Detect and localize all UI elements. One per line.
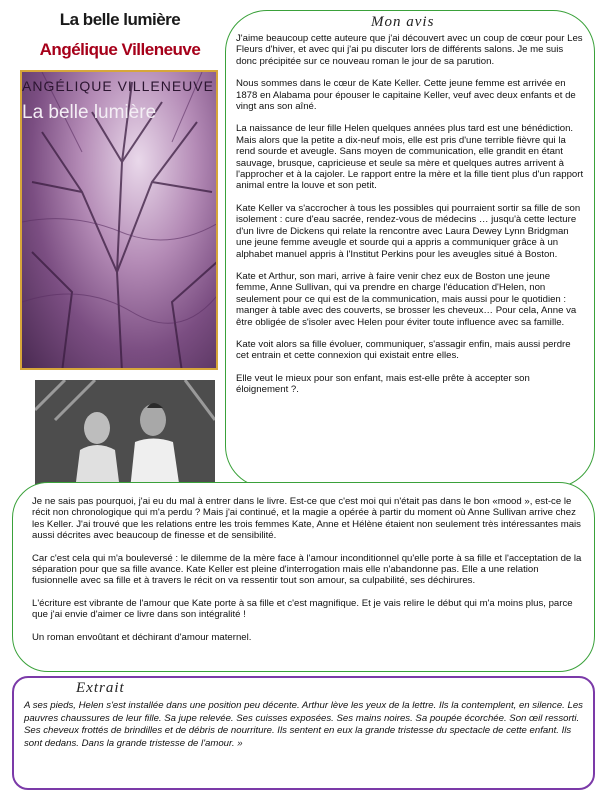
book-author: Angélique Villeneuve: [39, 40, 201, 59]
review-paragraph: Nous sommes dans le cœur de Kate Keller. Cette jeune femme est arrivée en 1878 en Alabama pour épouser le capitaine Keller, veuf avec deux enfants et de vingt ans son aîné.: [236, 78, 576, 113]
review-paragraph: Kate et Arthur, son mari, arrive à faire venir chez eux de Boston une jeune femme, Anne Sullivan, qui va prendre en charge l'éducation d'Helen, non seulement pour ce qui est de la communication, mais aussi pour le quotidien : manger à table avec des couverts, se brosser les cheveux… Pour cela, Anne va être obligée de s'isoler avec Helen pour éviter toute influence avec sa famille.: [236, 270, 577, 328]
review-text: [236, 33, 584, 407]
review-paragraph: La naissance de leur fille Helen quelques années plus tard est une bénédiction. Mais alors que la petite a dix-neuf mois, elle est pris d'une terrible fièvre qui la rend sourde et aveugle. Sans moyen de communication, elle grandit en étant sauvage, brusque, capricieuse et seule sa mère et quelques autres arrivent à l'approcher et à la cajoler. Le rapport entre la mère et la fille tient plus d'un rapport animal entre la louve et son petit.: [236, 123, 584, 192]
opinion-paragraph: L'écriture est vibrante de l'amour que Kate porte à sa fille et c'est magnifique. Et je vais relire le début qui m'a moins plus, parce que j'ai envie d'aimer ce livre dans son intégralité !: [32, 597, 573, 621]
excerpt-heading: Extrait: [76, 680, 125, 696]
historical-photo: [35, 380, 215, 490]
review-paragraph: Kate voit alors sa fille évoluer, communiquer, s'assagir enfin, mais aussi perdre cet entrain et cette connexion qui existait entre elles.: [236, 338, 571, 362]
review-paragraph: Elle veut le mieux pour son enfant, mais est-elle prête à accepter son éloignement ?.: [236, 372, 530, 396]
photo-figures-illustration: [35, 380, 215, 490]
opinion-paragraph: Un roman envoûtant et déchirant d'amour maternel.: [32, 631, 252, 643]
opinion-box: [12, 482, 595, 672]
review-paragraph: Kate Keller va s'accrocher à tous les possibles qui pourraient sortir sa fille de son isolement : cure d'eau sacrée, rendez-vous de médecins … jusqu'à cette lecture d'un livre de Dickens qui relate la rencontre avec Laura Dewey Lynn Bridgman une jeune femme aveugle et sourde qui a appris a communiquer grâce à un alphabet manuel appris à l'Institut Perkins pour les aveugles situé à Boston.: [236, 202, 581, 260]
book-cover: [20, 70, 218, 370]
review-box: [225, 10, 595, 488]
opinion-paragraph: Je ne sais pas pourquoi, j'ai eu du mal à entrer dans le livre. Est-ce que c'est moi qui n'était pas dans le bon «mood », est-ce le récit non chronologique qui m'a perdu ? Mais j'ai continué, et la magie a opérée à partir du moment où Anne Sullivan arrive chez les Keller. J'ai trouvé que les relations entre les trois femmes Kate, Anne et Hélène étaient non seulement très intéressantes mais aussi décrites avec beaucoup de finesse et de sensibilité.: [32, 496, 581, 542]
opinion-paragraph: Car c'est cela qui m'a bouleversé : le dilemme de la mère face à l'amour inconditionnel qu'elle porte à sa fille et l'acceptation de la séparation pour que sa fille avance. Kate Keller est pleine d'interrogation mais elle n'abandonne pas. Elle a une relation fusionnelle avec sa fille et à travers le récit on va ressentir tout son amour, sa culpabilité, ses déchirures.: [32, 552, 582, 587]
opinion-text: [32, 496, 582, 654]
page-title: La belle lumière: [59, 10, 181, 29]
cover-title-text: La belle lumière: [22, 102, 157, 123]
review-paragraph: J'aime beaucoup cette auteure que j'ai découvert avec un coup de cœur pour Les Fleurs d'hiver, et avec qui j'ai pu discuter lors de différents salons. Je me suis donc précipitée sur ce nouveau roman le jour de sa parution.: [236, 33, 583, 67]
excerpt-box: [12, 676, 595, 790]
excerpt-text: A ses pieds, Helen s'est installée dans une position peu décente. Arthur lève les yeux de la lettre. Ils la contemplent, en silence. Les pauvres chaussures de leur fille. Sa jupe relevée. Ses cuisses exposées. Ses mains noires. Sa poupée écorchée. Son œil ressorti. Ses cheveux frottés de brindilles et de débris de nourriture. Ils sentent en eux la grande tristesse du spectacle de cette enfant. Ils sont dedans. Dans la grande tristesse de l'amour. »: [24, 700, 583, 749]
review-heading: Mon avis: [371, 14, 435, 30]
cover-author-text: ANGÉLIQUE VILLENEUVE: [22, 78, 214, 94]
